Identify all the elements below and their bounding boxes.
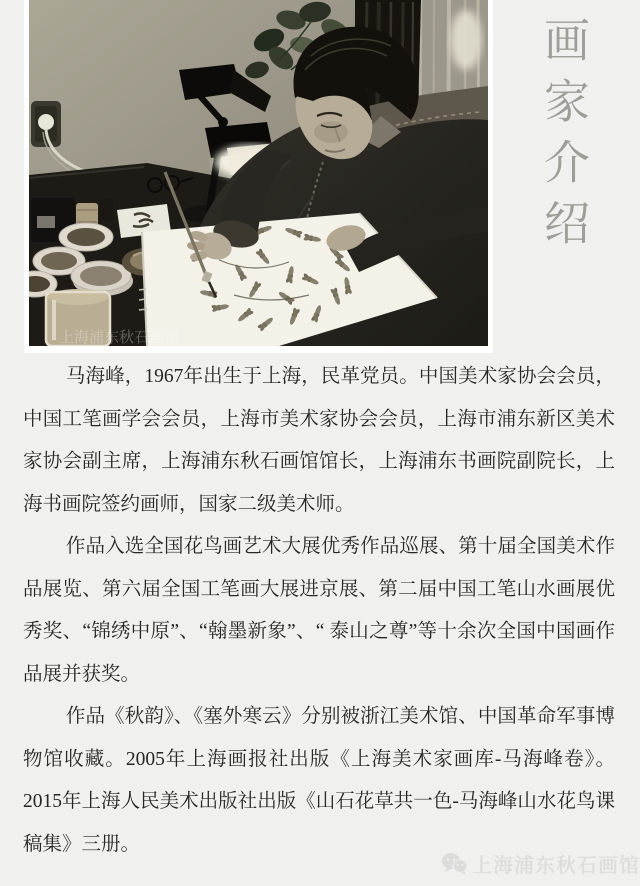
paragraph-bio: 马海峰，1967年出生于上海，民革党员。中国美术家协会会员，中国工笔画学会会员，上海市美术家协会会员，上海市浦东新区美术家协会副主席，上海浦东秋石画馆馆长，上海浦东书画院副院长，上海书画院签约画师，国家二级美术师。 [23,366,615,515]
account-watermark [441,849,640,878]
photo-watermark: 上海浦东秋石画馆 [59,329,180,346]
artist-photo [29,0,488,346]
article-body [23,356,615,866]
photo-card [24,0,493,353]
paragraph-exhibitions: 作品入选全国花鸟画艺术大展优秀作品巡展、第十届全国美术作品展览、第六届全国工笔画大展进京展、第二届中国工笔山水画展优秀奖、“锦绣中原”、“翰墨新象”、“ 泰山之尊”等十余次全国中国画作品展并获奖。 [23,536,615,685]
page-title: 画家介绍 [538,16,589,260]
wechat-icon [441,852,468,875]
account-name: 上海浦东秋石画馆 [472,855,640,877]
paragraph-collections: 作品《秋韵》、《塞外寒云》分别被浙江美术馆、中国革命军事博物馆收藏。2005年上海画报社出版《上海美术家画库-马海峰卷》。2015年上海人民美术出版社出版《山石花草共一色-马海峰山水花鸟课稿集》三册。 [23,706,615,855]
